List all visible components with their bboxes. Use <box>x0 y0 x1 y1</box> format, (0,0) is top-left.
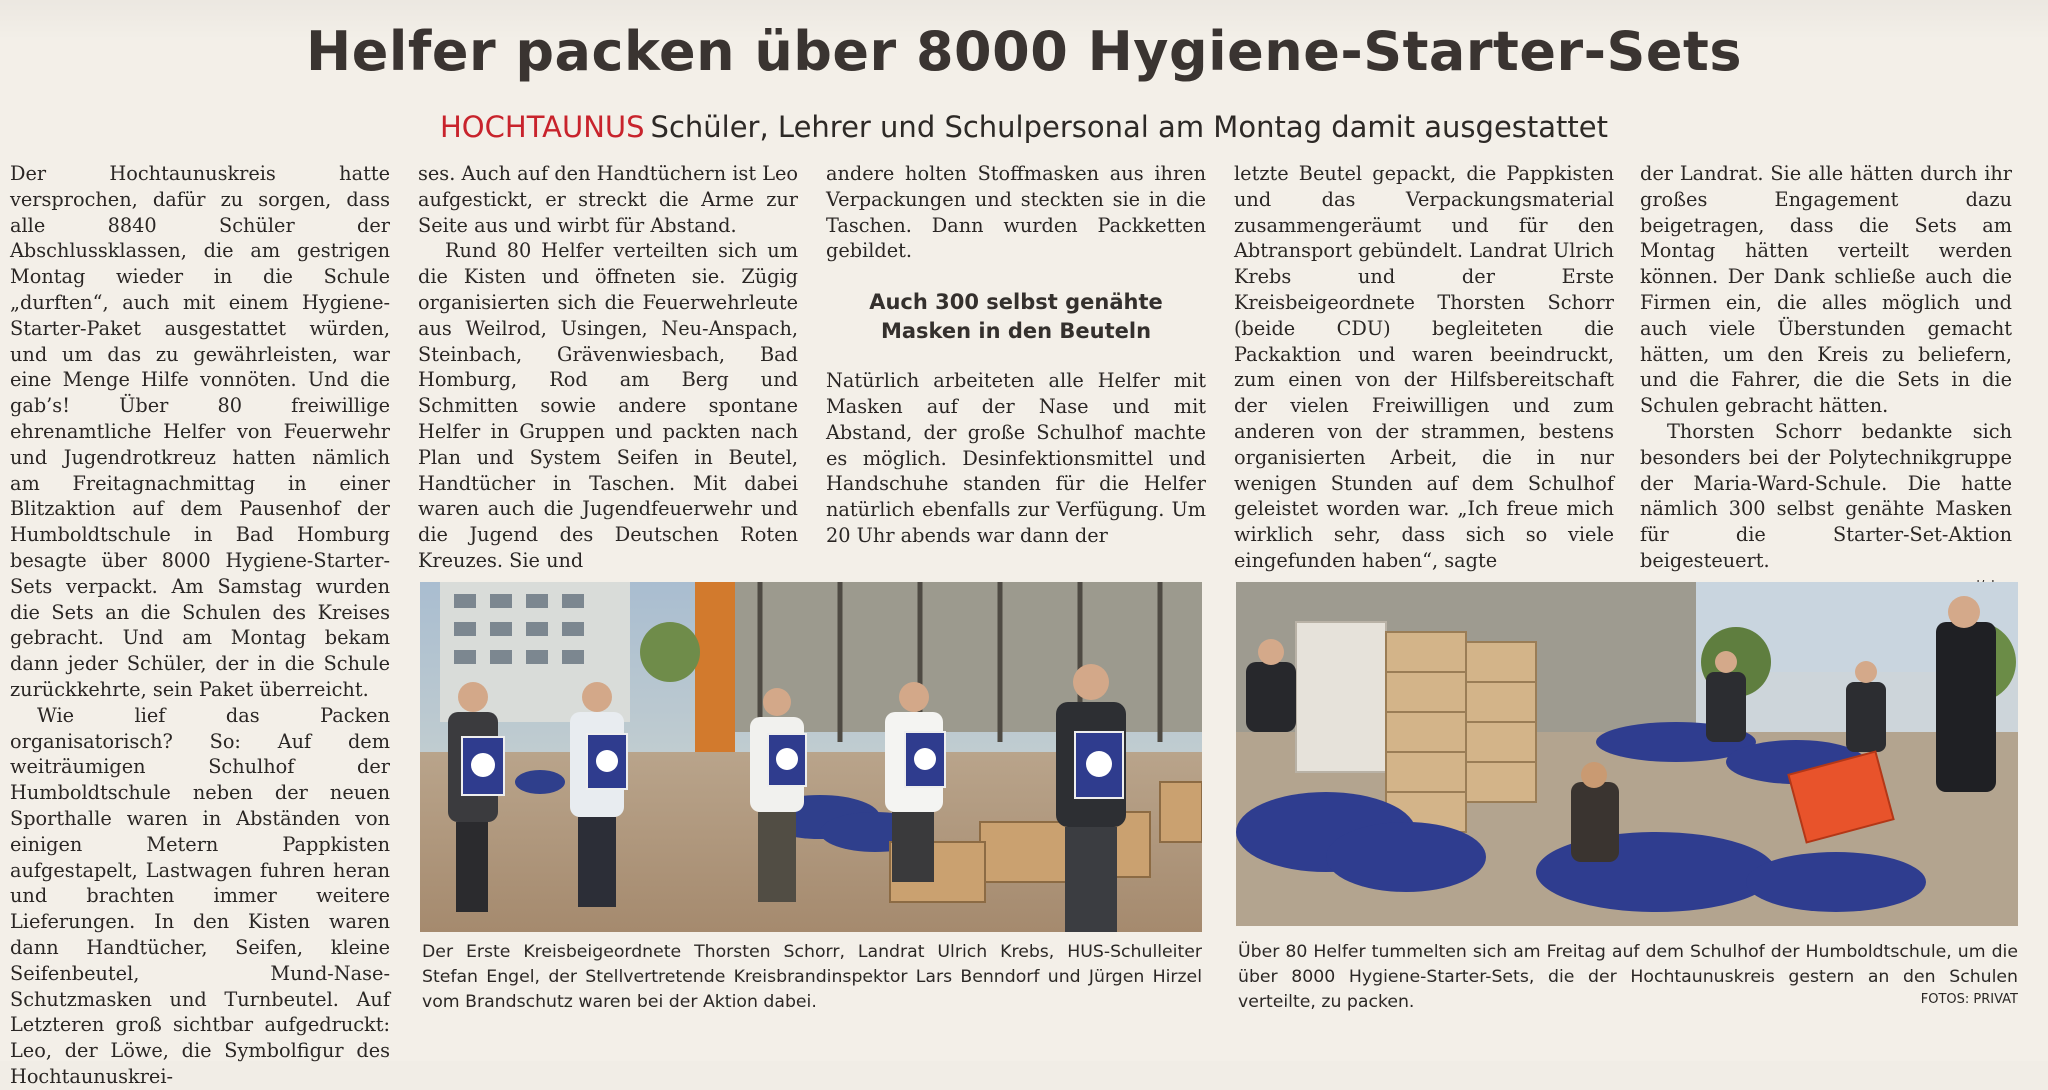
photo-1-illustration <box>420 582 1202 932</box>
paragraph: Natürlich arbeiteten alle Helfer mit Masken auf der Nase und mit Abstand, der große Schulhof machte es möglich. Desinfektionsmittel und Handschuhe standen für die Helfer natürlich ebenfalls zur Verfügung. Um 20 Uhr abends war dann der <box>826 369 1206 547</box>
paragraph: der Landrat. Sie alle hätten durch ihr großes Engagement dazu beigetragen, dass die Sets am Montag hätten verteilt werden können. Der Dank schließe auch die Firmen ein, die alles möglich und auch viele Überstunden gemacht hätten, um den Kreis zu beliefern, und die Fahrer, die die Sets in die Schulen gebracht hätten. <box>1640 162 2012 418</box>
photo-2-caption: Über 80 Helfer tummelten sich am Freitag auf dem Schulhof der Humboldtschule, um die über 8000 Hygiene-Starter-Sets, die der Hochtaunuskreis gestern an den Schulen verteilte, zu packen. <box>1238 942 2018 1012</box>
paragraph: letzte Beutel gepackt, die Pappkisten und das Verpackungsmaterial zusammengeräumt und für den Abtransport gebündelt. Landrat Ulrich Krebs und der Erste Kreisbeigeordnete Thorsten Schorr (beide CDU) begleiteten die Packaktion und waren beeindruckt, zum einen von der Hilfsbereitschaft der vielen Freiwilligen und zum anderen von der strammen, bestens organisierten Arbeit, die in nur wenigen Stunden auf dem Schulhof geleistet worden war. „Ich freue mich wirklich sehr, dass sich so viele eingefunden haben“, sagte <box>1234 162 1614 572</box>
photo-officials-with-bags <box>420 582 1202 932</box>
paragraph: Rund 80 Helfer verteilten sich um die Kisten und öffneten sie. Zügig organisierten sich die Feuerwehrleute aus Weilrod, Usingen, Neu-Anspach, Steinbach, Grävenwiesbach, Bad Homburg, Rod am Berg und Schmitten sowie andere spontane Helfer in Gruppen und packten nach Plan und System Seifen in Beutel, Handtücher in Taschen. Mit dabei waren auch die Jugendfeuerwehr und die Jugend des Deutschen Roten Kreuzes. Sie und <box>418 239 798 572</box>
paragraph: Wie lief das Packen organisatorisch? So: Auf dem weiträumigen Schulhof der Humboldtschule neben der neuen Sporthalle waren in Abständen von einigen Metern Pappkisten aufgestapelt, Lastwagen fuhren heran und brachten immer weitere Lieferungen. In den Kisten waren dann Handtücher, Seifen, kleine Seifenbeutel, Mund-Nase-Schutzmasken und Turnbeutel. Auf Letzteren groß sichtbar aufgedruckt: Leo, der Löwe, die Symbolfigur des Hochtaunuskrei- <box>10 703 390 1088</box>
photo-credit: FOTOS: PRIVAT <box>1920 992 2018 1007</box>
text-column-1 <box>10 161 390 1088</box>
paragraph: Der Hochtaunuskreis hatte versprochen, dafür zu sorgen, dass alle 8840 Schüler der Abschlussklassen, die am gestrigen Montag wieder in die Schule „durften“, auch mit einem Hygiene-Starter-Paket ausgestattet würden, und um das zu gewährleisten, war eine Menge Hilfe vonnöten. Und die gab’s! Über 80 freiwillige ehrenamtliche Helfer von Feuerwehr und Jugendrotkreuz hatten nämlich am Freitagnachmittag in einer Blitzaktion auf dem Pausenhof der Humboldtschule in Bad Homburg besagte über 8000 Hygiene-Starter-Sets verpackt. Am Samstag wurden die Sets an die Schulen des Kreises gebracht. Und am Montag bekam dann jeder Schüler, der in die Schule zurückkehrte, sein Paket überreicht. <box>10 162 390 701</box>
article-subline <box>0 110 2048 144</box>
paragraph: ses. Auch auf den Handtüchern ist Leo aufgestickt, er streckt die Arme zur Seite aus und wirbt für Abstand. <box>418 162 799 237</box>
text-column-3 <box>826 161 1206 551</box>
article-headline: Helfer packen über 8000 Hygiene-Starter-Sets <box>306 20 1742 83</box>
text-column-5 <box>1640 161 2012 572</box>
text-column-4 <box>1234 161 1614 572</box>
text-column-2 <box>418 161 799 572</box>
crosshead <box>826 288 1206 346</box>
photo-1-caption: Der Erste Kreisbeigeordnete Thorsten Schorr, Landrat Ulrich Krebs, HUS-Schulleiter Stefan Engel, der Stellvertretende Kreisbrandinspektor Lars Benndorf und Jürgen Hirzel vom Brandschutz waren bei der Aktion dabei. <box>422 942 1202 1012</box>
crosshead-line-2: Masken in den Beuteln <box>880 319 1152 344</box>
region-label: HOCHTAUNUS <box>440 110 645 144</box>
paragraph: Thorsten Schorr bedankte sich besonders bei der Polytechnikgruppe der Maria-Ward-Schule. Die hatte nämlich 300 selbst genähte Masken für die Starter-Set-Aktion beigesteuert. <box>1640 419 2012 572</box>
crosshead-line-1: Auch 300 selbst genähte <box>869 290 1163 315</box>
subline-text: Schüler, Lehrer und Schulpersonal am Montag damit ausgestattet <box>650 110 1608 144</box>
photo-2-illustration <box>1236 582 2018 926</box>
photo-helpers-packing <box>1236 582 2018 926</box>
paragraph: andere holten Stoffmasken aus ihren Verpackungen und steckten sie in die Taschen. Dann wurden Packketten gebildet. <box>826 162 1206 263</box>
